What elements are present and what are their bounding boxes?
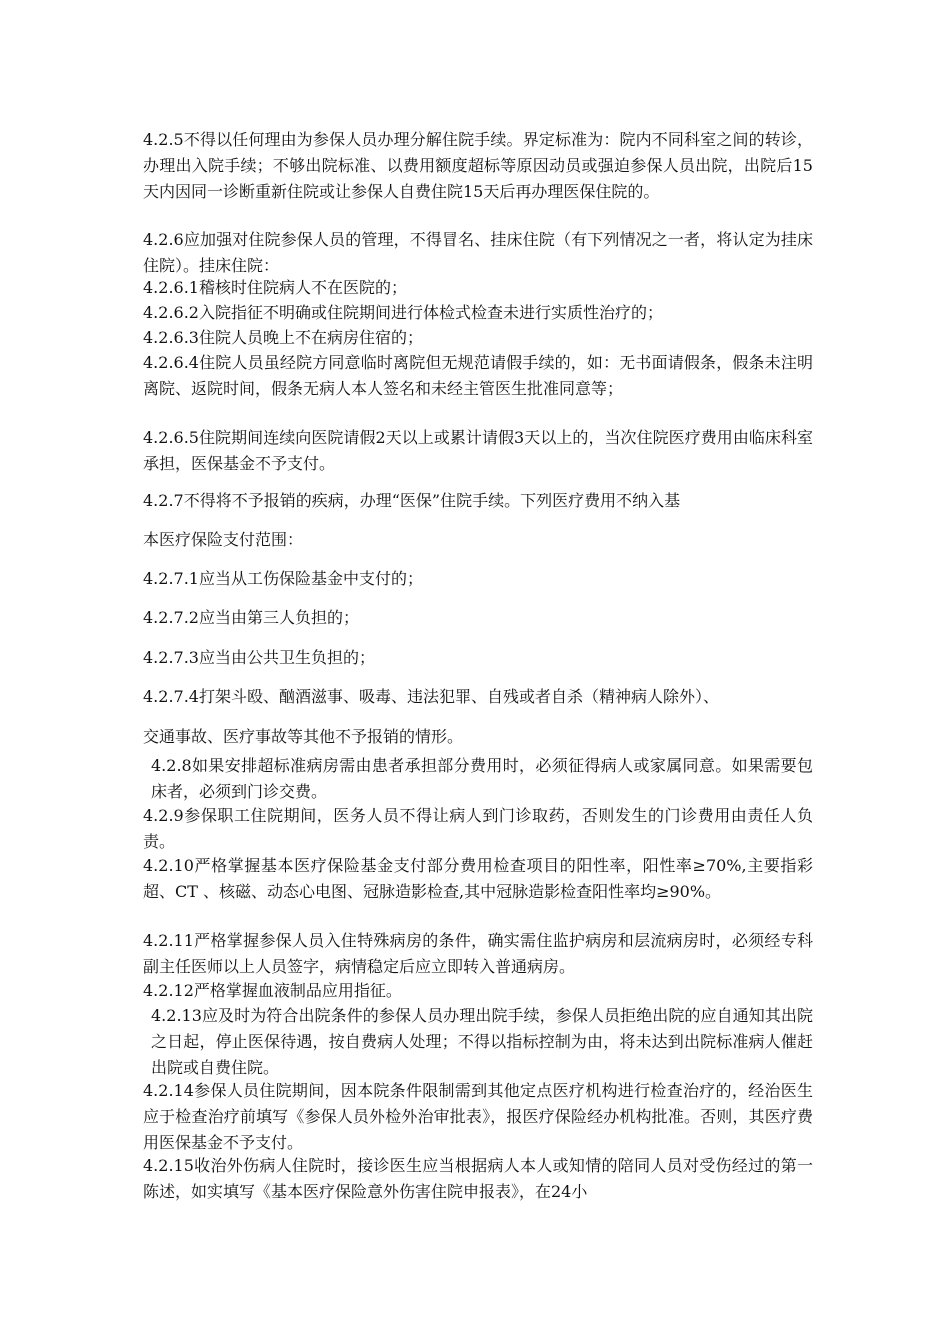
paragraph-4-2-13: 4.2.13应及时为符合出院条件的参保人员办理出院手续，参保人员拒绝出院的应自通知其出院之日起，停止医保待遇，按自费病人处理；不得以指标控制为由，将未达到出院标准病人催赶出院或自费住院。 bbox=[151, 1006, 813, 1077]
paragraph-4-2-8: 4.2.8如果安排超标准病房需由患者承担部分费用时，必须征得病人或家属同意。如果需要包床者，必须到门诊交费。 bbox=[151, 756, 813, 801]
paragraph-4-2-7-cont: 本医疗保险支付范围： bbox=[143, 530, 304, 549]
paragraph-4-2-7-4: 4.2.7.4打架斗殴、酗酒滋事、吸毒、违法犯罪、自残或者自杀（精神病人除外）、 bbox=[143, 687, 719, 706]
paragraph-4-2-7-2: 4.2.7.2应当由第三人负担的； bbox=[143, 608, 359, 627]
paragraph-4-2-9: 4.2.9参保职工住院期间，医务人员不得让病人到门诊取药，否则发生的门诊费用由责任人负责。 bbox=[143, 806, 813, 851]
paragraph-4-2-12: 4.2.12严格掌握血液制品应用指征。 bbox=[143, 981, 402, 1000]
paragraph-4-2-6-1: 4.2.6.1稽核时住院病人不在医院的； bbox=[143, 278, 407, 297]
paragraph-4-2-14: 4.2.14参保人员住院期间，因本院条件限制需到其他定点医疗机构进行检查治疗的，经治医生应于检查治疗前填写《参保人员外检外治审批表》，报医疗保险经办机构批准。否则，其医疗费用医保基金不予支付。 bbox=[143, 1081, 813, 1152]
paragraph-4-2-7-3: 4.2.7.3应当由公共卫生负担的； bbox=[143, 648, 375, 667]
paragraph-4-2-5: 4.2.5不得以任何理由为参保人员办理分解住院手续。界定标准为：院内不同科室之间的转诊，办理出入院手续；不够出院标准、以费用额度超标等原因动员或强迫参保人员出院，出院后15天内因同一诊断重新住院或让参保人自费住院15天后再办理医保住院的。 bbox=[143, 130, 813, 201]
paragraph-4-2-6: 4.2.6应加强对住院参保人员的管理，不得冒名、挂床住院（有下列情况之一者，将认定为挂床住院）。挂床住院： bbox=[143, 230, 813, 275]
paragraph-4-2-15: 4.2.15收治外伤病人住院时，接诊医生应当根据病人本人或知情的陪同人员对受伤经过的第一陈述，如实填写《基本医疗保险意外伤害住院申报表》，在24小 bbox=[143, 1156, 813, 1201]
paragraph-4-2-6-2: 4.2.6.2入院指征不明确或住院期间进行体检式检查未进行实质性治疗的； bbox=[143, 303, 663, 322]
paragraph-4-2-6-3: 4.2.6.3住院人员晚上不在病房住宿的； bbox=[143, 328, 423, 347]
paragraph-4-2-6-5: 4.2.6.5住院期间连续向医院请假2天以上或累计请假3天以上的，当次住院医疗费用由临床科室承担，医保基金不予支付。 bbox=[143, 428, 813, 473]
paragraph-4-2-11: 4.2.11严格掌握参保人员入住特殊病房的条件，确实需住监护病房和层流病房时，必须经专科副主任医师以上人员签字，病情稳定后应立即转入普通病房。 bbox=[143, 931, 813, 976]
paragraph-4-2-7-1: 4.2.7.1应当从工伤保险基金中支付的； bbox=[143, 569, 423, 588]
paragraph-4-2-6-4: 4.2.6.4住院人员虽经院方同意临时离院但无规范请假手续的，如：无书面请假条，假条未注明离院、返院时间，假条无病人本人签名和未经主管医生批准同意等； bbox=[143, 353, 813, 398]
paragraph-4-2-10: 4.2.10严格掌握基本医疗保险基金支付部分费用检查项目的阳性率，阳性率≥70%,主要指彩超、CT 、核磁、动态心电图、冠脉造影检查,其中冠脉造影检查阳性率均≥90%。 bbox=[143, 856, 813, 901]
paragraph-4-2-7: 4.2.7不得将不予报销的疾病，办理“医保”住院手续。下列医疗费用不纳入基 bbox=[143, 491, 681, 510]
paragraph-4-2-7-4-cont: 交通事故、医疗事故等其他不予报销的情形。 bbox=[143, 727, 464, 746]
